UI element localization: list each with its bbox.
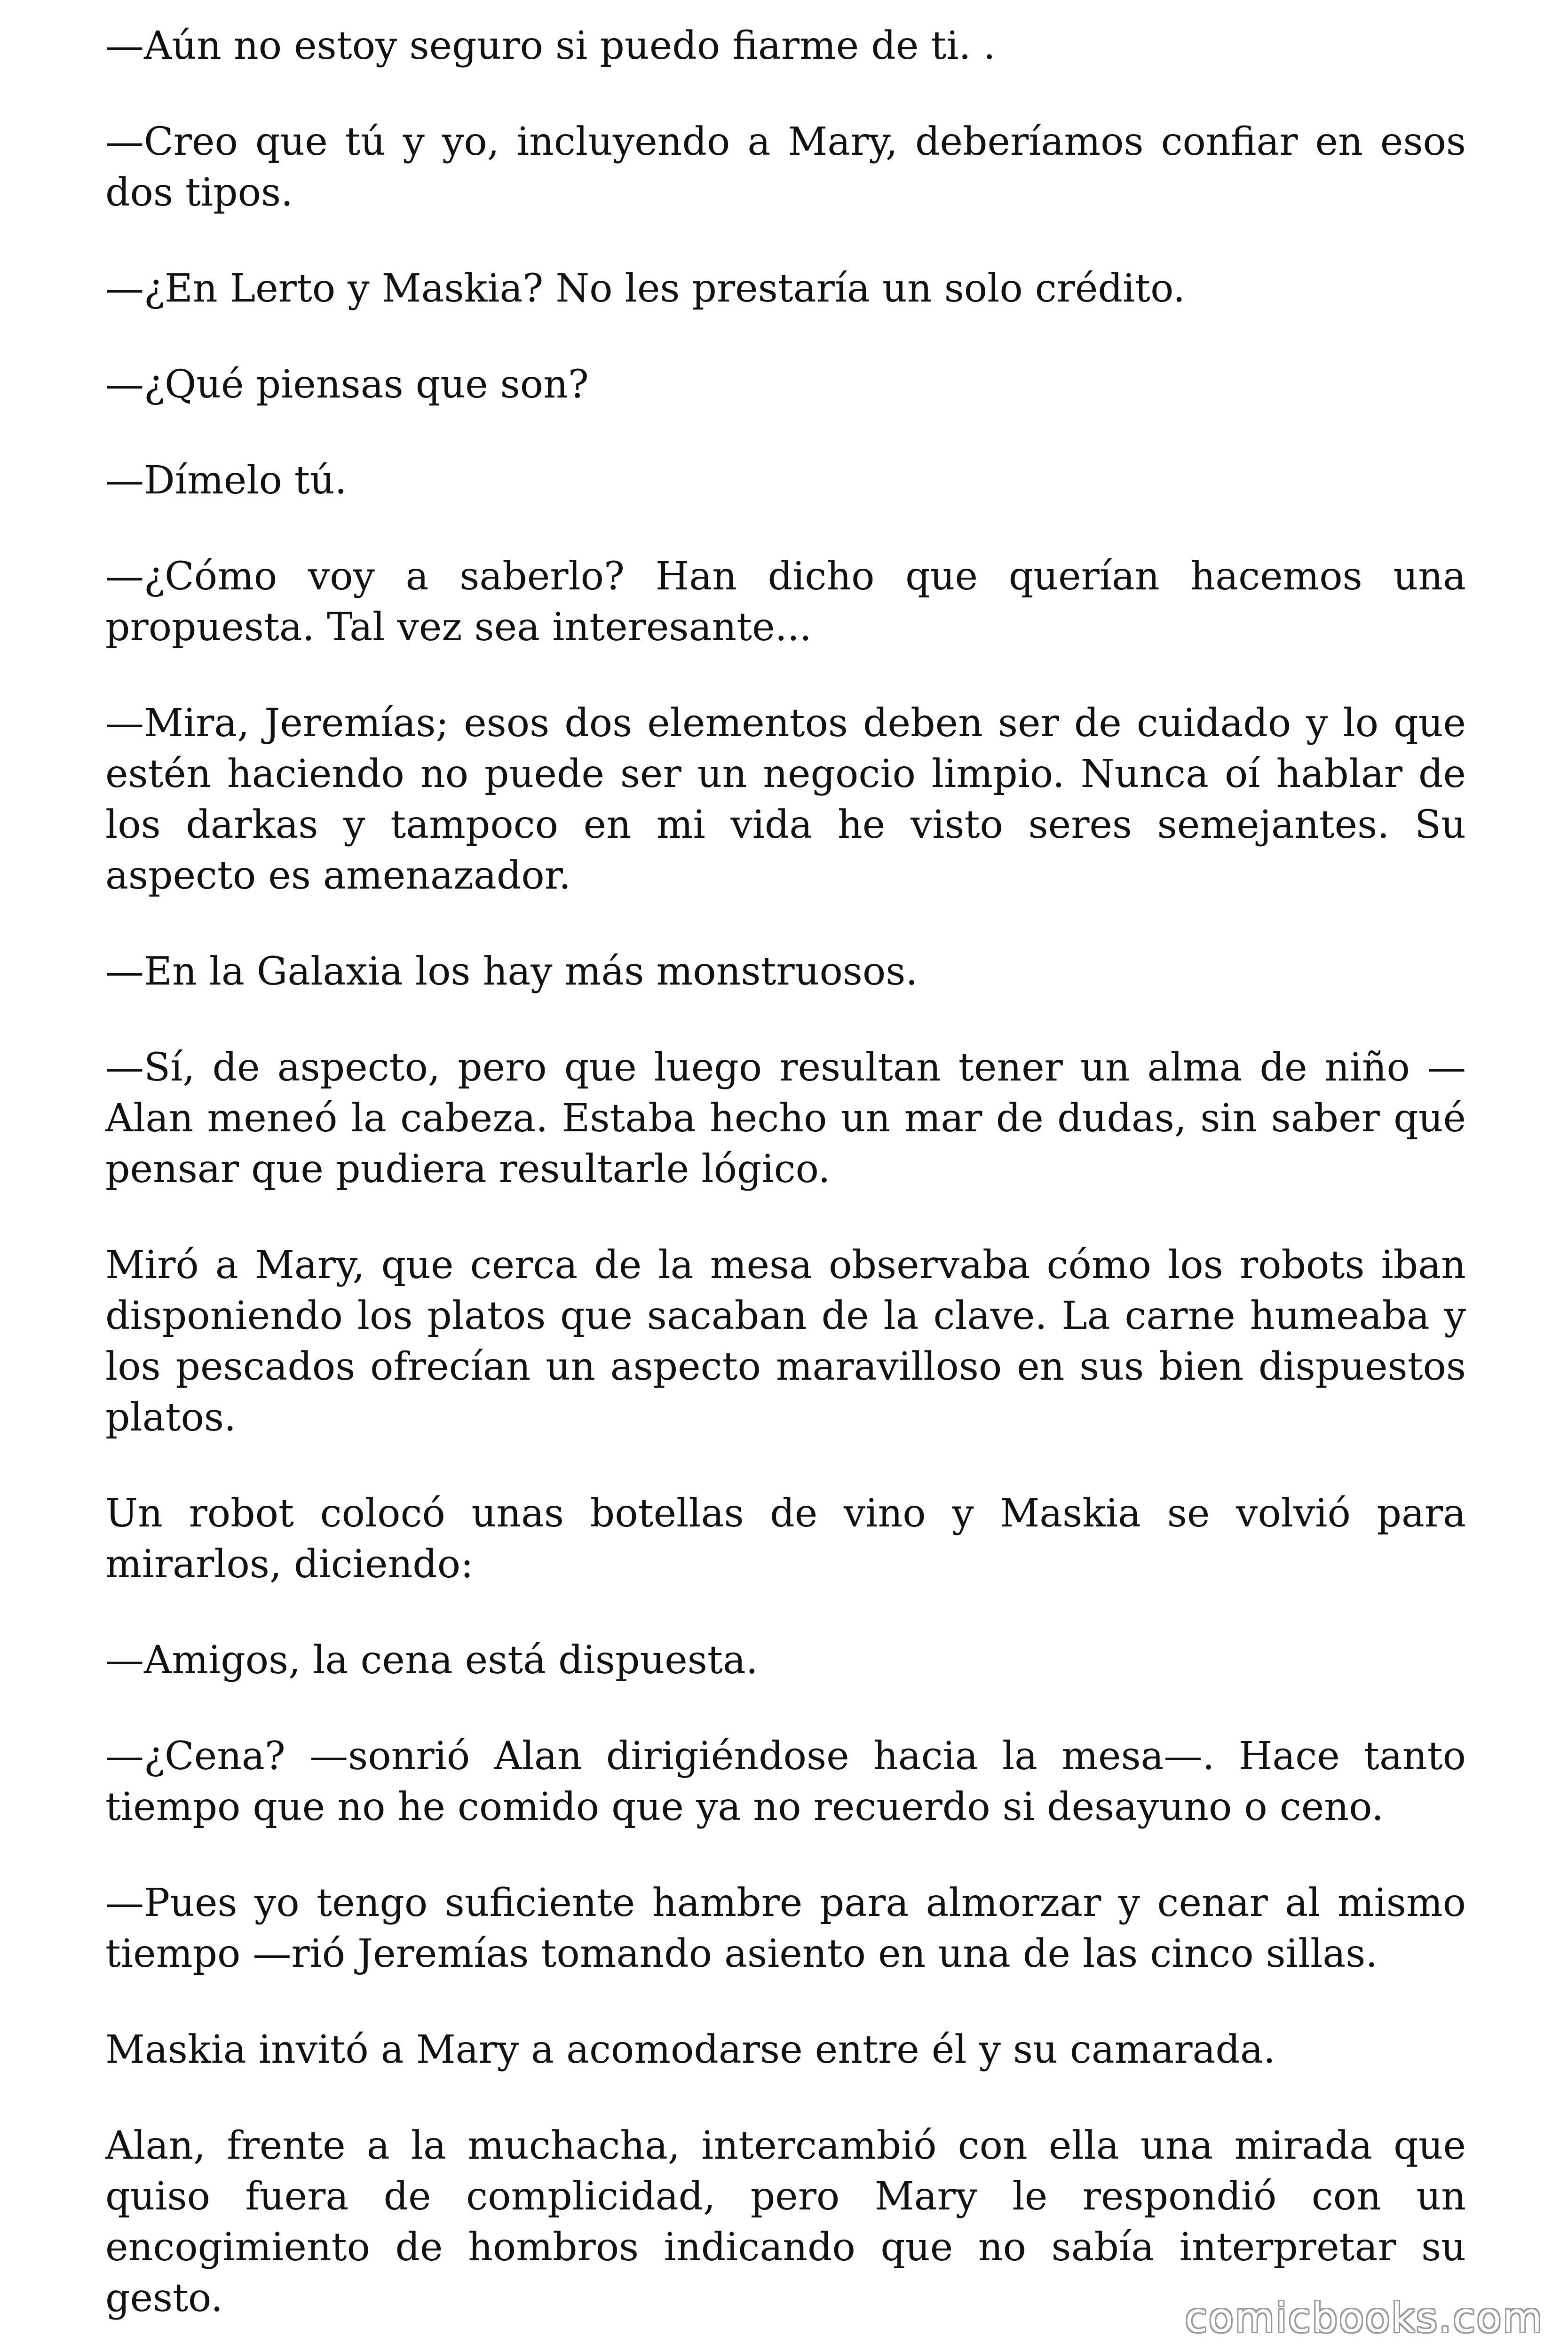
text-column [105, 21, 1466, 2352]
paragraph: Alan, frente a la muchacha, intercambió con ella una mirada que quiso fuera de complicidad, pero Mary le respondió con un encogimiento de hombros indicando que no sabía interpretar su gesto. [105, 2123, 1466, 2320]
paragraph: —Amigos, la cena está dispuesta. [105, 1638, 758, 1683]
paragraph: —Mira, Jeremías; esos dos elementos deben ser de cuidado y lo que estén haciendo no puede ser un negocio limpio. Nunca oí hablar de los darkas y tampoco en mi vida he visto seres semejantes. Su aspecto es amenazador. [105, 701, 1466, 898]
paragraph: —¿Cómo voy a saberlo? Han dicho que querían hacemos una propuesta. Tal vez sea interesante... [105, 554, 1466, 650]
paragraph: Miró a Mary, que cerca de la mesa observaba cómo los robots iban disponiendo los platos que sacaban de la clave. La carne humeaba y los pescados ofrecían un aspecto maravilloso en sus bien dispuestos platos. [105, 1243, 1466, 1440]
paragraph: Un robot colocó unas botellas de vino y Maskia se volvió para mirarlos, diciendo: [105, 1491, 1466, 1587]
paragraph: —Creo que tú y yo, incluyendo a Mary, deberíamos confiar en esos dos tipos. [105, 119, 1466, 215]
watermark: comicbooks.com [1185, 2295, 1544, 2342]
paragraph: —En la Galaxia los hay más monstruosos. [105, 949, 918, 994]
paragraph: Maskia invitó a Mary a acomodarse entre él y su camarada. [105, 2027, 1275, 2072]
paragraph: —¿Cena? —sonrió Alan dirigiéndose hacia la mesa—. Hace tanto tiempo que no he comido que ya no recuerdo si desayuno o ceno. [105, 1734, 1466, 1829]
paragraph: —Pues yo tengo suficiente hambre para almorzar y cenar al mismo tiempo —rió Jeremías tomando asiento en una de las cinco sillas. [105, 1881, 1466, 1976]
paragraph: —Dímelo tú. [105, 458, 347, 503]
paragraph: —Aún no estoy seguro si puedo fiarme de ti. . [105, 24, 996, 68]
paragraph: —¿En Lerto y Maskia? No les prestaría un solo crédito. [105, 266, 1186, 311]
paragraph: —Sí, de aspecto, pero que luego resultan tener un alma de niño — Alan meneó la cabeza. Estaba hecho un mar de dudas, sin saber qué pensar que pudiera resultarle lógico. [105, 1045, 1466, 1192]
paragraph: —¿Qué piensas que son? [105, 362, 589, 407]
